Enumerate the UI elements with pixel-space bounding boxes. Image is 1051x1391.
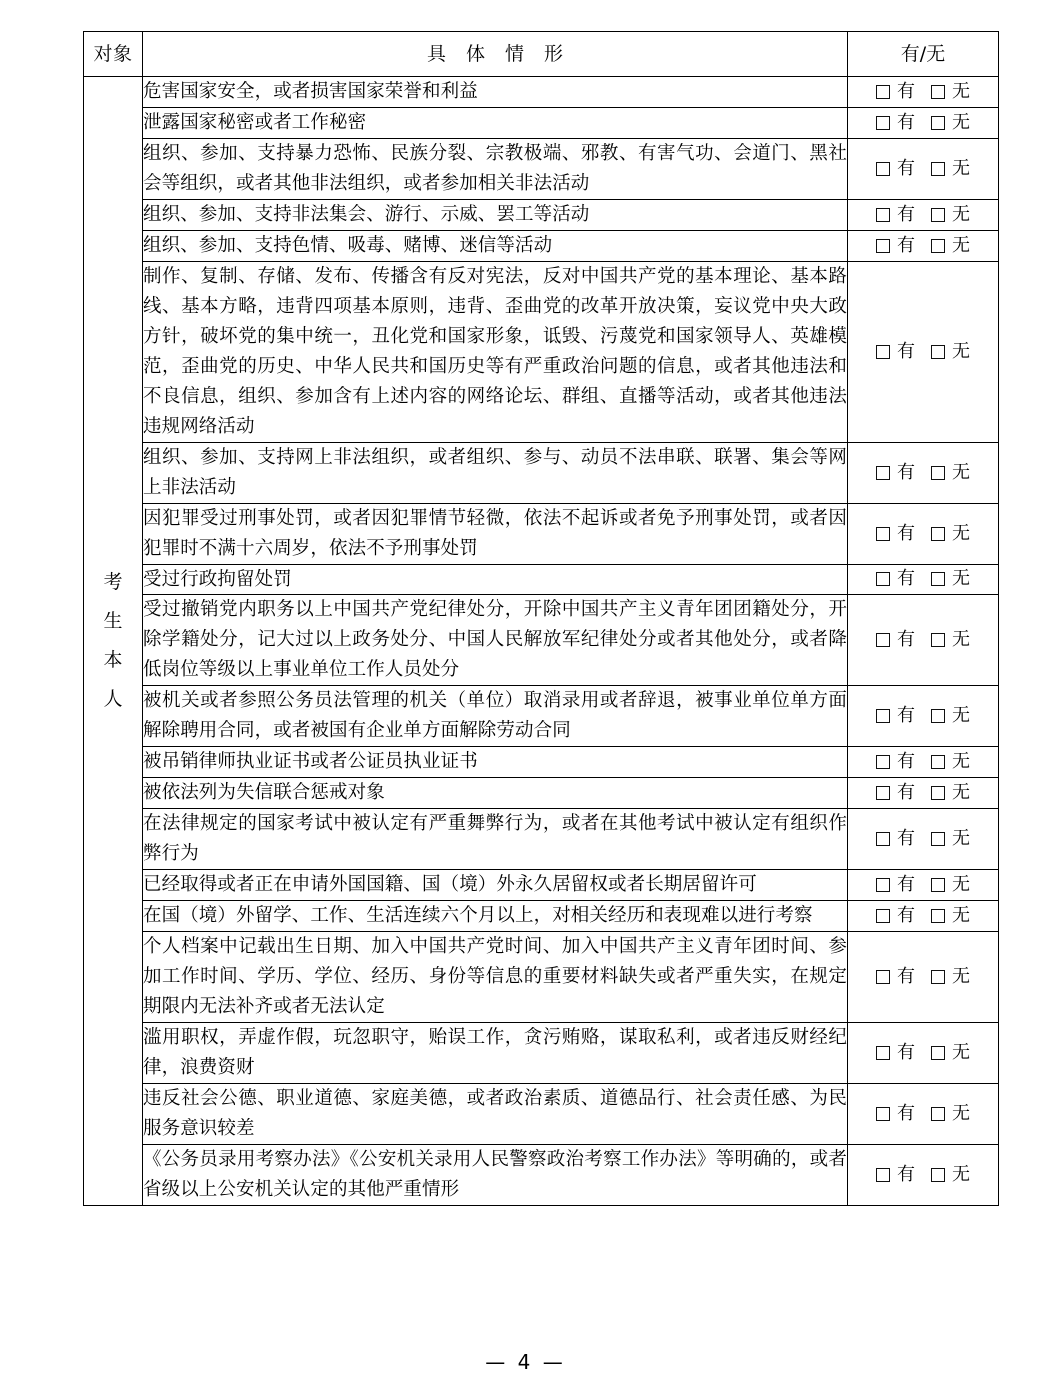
subject-label-char: 生: [103, 609, 123, 632]
detail-cell: 被依法列为失信联合惩戒对象: [143, 778, 848, 809]
table-body: [84, 77, 999, 1206]
option-yes[interactable]: [876, 907, 915, 925]
option-no-label: 无: [952, 751, 970, 773]
option-no-label: 无: [952, 157, 970, 179]
table-header: [84, 32, 999, 77]
option-no[interactable]: [931, 631, 970, 649]
option-no-label: 无: [952, 1163, 970, 1185]
answer-options: [848, 753, 998, 771]
option-yes[interactable]: [876, 707, 915, 725]
checkbox-no-icon[interactable]: [931, 208, 945, 222]
subject-label-char: 本: [103, 648, 123, 671]
answer-cell: [848, 809, 999, 870]
answer-cell: [848, 686, 999, 747]
answer-options: [848, 876, 998, 894]
option-yes[interactable]: [876, 1163, 915, 1185]
detail-cell: 制作、复制、存储、发布、传播含有反对宪法，反对中国共产党的基本理论、基本路线、基本方略，违背四项基本原则，违背、歪曲党的改革开放决策，妄议党中央大政方针，破坏党的集中统一，丑化党和国家形象，诋毁、污蔑党和国家领导人、英雄模范，歪曲党的历史、中华人民共和国历史等有严重政治问题的信息，或者其他违法和不良信息，组织、参加含有上述内容的网络论坛、群组、直播等活动，或者其他违法违规网络活动: [143, 261, 848, 442]
option-no[interactable]: [931, 157, 970, 179]
answer-cell: [848, 564, 999, 595]
answer-cell: [848, 778, 999, 809]
option-no[interactable]: [931, 111, 970, 133]
answer-cell: [848, 901, 999, 932]
answer-options: [848, 1044, 998, 1062]
option-no-label: 无: [952, 111, 970, 133]
table-row: [84, 778, 999, 809]
option-yes[interactable]: [876, 522, 915, 544]
checkbox-no-icon[interactable]: [931, 239, 945, 253]
option-yes[interactable]: [876, 830, 915, 848]
answer-options: [848, 461, 998, 483]
option-yes[interactable]: [876, 753, 915, 771]
checkbox-no-icon[interactable]: [931, 970, 945, 984]
table-header-row: [84, 32, 999, 77]
answer-cell: [848, 503, 999, 564]
checkbox-yes-icon[interactable]: [876, 786, 890, 800]
answer-options: [848, 1102, 998, 1124]
option-no[interactable]: [931, 522, 970, 544]
political-review-form-table: [83, 31, 999, 1206]
detail-cell: 在国（境）外留学、工作、生活连续六个月以上，对相关经历和表现难以进行考察: [143, 901, 848, 932]
column-header-detail: 具 体 情 形: [143, 32, 848, 77]
answer-options: [848, 707, 998, 725]
detail-cell: 受过行政拘留处罚: [143, 564, 848, 595]
checkbox-yes-icon[interactable]: [876, 116, 890, 130]
option-no-label: 无: [952, 234, 970, 256]
checkbox-no-icon[interactable]: [931, 466, 945, 480]
option-no[interactable]: [931, 968, 970, 986]
answer-options: [848, 340, 998, 362]
detail-cell: 泄露国家秘密或者工作秘密: [143, 107, 848, 138]
table-row: [84, 1023, 999, 1084]
checkbox-yes-icon[interactable]: [876, 1168, 890, 1182]
option-yes[interactable]: [876, 461, 915, 483]
checkbox-yes-icon[interactable]: [876, 909, 890, 923]
answer-options: [848, 830, 998, 848]
checkbox-no-icon[interactable]: [931, 786, 945, 800]
option-no[interactable]: [931, 907, 970, 925]
detail-cell: 组织、参加、支持非法集会、游行、示威、罢工等活动: [143, 199, 848, 230]
option-no[interactable]: [931, 461, 970, 483]
answer-cell: [848, 747, 999, 778]
option-no-label: 无: [952, 340, 970, 362]
column-header-answer: 有/无: [848, 32, 999, 77]
option-no[interactable]: [931, 784, 970, 802]
detail-cell: 违反社会公德、职业道德、家庭美德，或者政治素质、道德品行、社会责任感、为民服务意识较差: [143, 1083, 848, 1144]
answer-cell: [848, 870, 999, 901]
detail-cell: 已经取得或者正在申请外国国籍、国（境）外永久居留权或者长期居留许可: [143, 870, 848, 901]
checkbox-yes-icon[interactable]: [876, 832, 890, 846]
option-yes[interactable]: [876, 203, 915, 225]
option-no[interactable]: [931, 1102, 970, 1124]
checkbox-no-icon[interactable]: [931, 116, 945, 130]
option-yes-label: 有: [897, 522, 915, 544]
option-yes-label: 有: [897, 80, 915, 102]
option-no-label: 无: [952, 629, 970, 651]
detail-cell: 被机关或者参照公务员法管理的机关（单位）取消录用或者辞退，被事业单位单方面解除聘用合同，或者被国有企业单方面解除劳动合同: [143, 686, 848, 747]
checkbox-yes-icon[interactable]: [876, 572, 890, 586]
option-no-label: 无: [952, 874, 970, 896]
option-no-label: 无: [952, 80, 970, 102]
option-no[interactable]: [931, 1044, 970, 1062]
answer-options: [848, 111, 998, 133]
option-no[interactable]: [931, 234, 970, 256]
answer-cell: [848, 107, 999, 138]
checkbox-no-icon[interactable]: [931, 85, 945, 99]
answer-cell: [848, 1023, 999, 1084]
detail-cell: 个人档案中记载出生日期、加入中国共产党时间、加入中国共产主义青年团时间、参加工作时间、学历、学位、经历、身份等信息的重要材料缺失或者严重失实，在规定期限内无法补齐或者无法认定: [143, 932, 848, 1023]
table-row: [84, 442, 999, 503]
answer-cell: [848, 442, 999, 503]
option-yes-label: 有: [897, 340, 915, 362]
checkbox-no-icon[interactable]: [931, 755, 945, 769]
answer-cell: [848, 230, 999, 261]
option-no[interactable]: [931, 830, 970, 848]
answer-options: [848, 968, 998, 986]
option-no[interactable]: [931, 203, 970, 225]
checkbox-no-icon[interactable]: [931, 1107, 945, 1121]
option-yes[interactable]: [876, 631, 915, 649]
table-row: [84, 1083, 999, 1144]
option-yes[interactable]: [876, 1102, 915, 1124]
detail-cell: 因犯罪受过刑事处罚，或者因犯罪情节轻微，依法不起诉或者免予刑事处罚，或者因犯罪时不满十六周岁，依法不予刑事处罚: [143, 503, 848, 564]
table-row: [84, 809, 999, 870]
detail-cell: 在法律规定的国家考试中被认定有严重舞弊行为，或者在其他考试中被认定有组织作弊行为: [143, 809, 848, 870]
answer-options: [848, 80, 998, 102]
answer-options: [848, 570, 998, 588]
checkbox-yes-icon[interactable]: [876, 1046, 890, 1060]
option-yes-label: 有: [897, 874, 915, 896]
checkbox-yes-icon[interactable]: [876, 466, 890, 480]
checkbox-yes-icon[interactable]: [876, 162, 890, 176]
option-yes-label: 有: [897, 629, 915, 651]
answer-cell: [848, 138, 999, 199]
checkbox-no-icon[interactable]: [931, 1168, 945, 1182]
option-yes-label: 有: [897, 234, 915, 256]
answer-options: [848, 157, 998, 179]
option-yes[interactable]: [876, 784, 915, 802]
table-row: [84, 901, 999, 932]
checkbox-no-icon[interactable]: [931, 345, 945, 359]
detail-cell: 《公务员录用考察办法》《公安机关录用人民警察政治考察工作办法》等明确的，或者省级以上公安机关认定的其他严重情形: [143, 1144, 848, 1205]
option-yes-label: 有: [897, 1042, 915, 1063]
subject-label-char: 考: [103, 570, 123, 593]
option-yes[interactable]: [876, 111, 915, 133]
subject-cell: [84, 77, 143, 1206]
detail-cell: 组织、参加、支持色情、吸毒、赌博、迷信等活动: [143, 230, 848, 261]
answer-options: [848, 203, 998, 225]
option-no-label: 无: [952, 782, 970, 804]
option-yes[interactable]: [876, 157, 915, 179]
table-row: [84, 564, 999, 595]
checkbox-yes-icon[interactable]: [876, 709, 890, 723]
checkbox-no-icon[interactable]: [931, 1046, 945, 1060]
detail-cell: 滥用职权，弄虚作假，玩忽职守，贻误工作，贪污贿赂，谋取私利，或者违反财经纪律，浪费资财: [143, 1023, 848, 1084]
answer-options: [848, 784, 998, 802]
answer-options: [848, 1163, 998, 1185]
checkbox-yes-icon[interactable]: [876, 878, 890, 892]
table-row: [84, 595, 999, 686]
option-yes-label: 有: [897, 1102, 915, 1124]
option-no[interactable]: [931, 707, 970, 725]
option-yes-label: 有: [897, 111, 915, 133]
checkbox-yes-icon[interactable]: [876, 1107, 890, 1121]
answer-options: [848, 234, 998, 256]
option-yes-label: 有: [897, 782, 915, 804]
option-yes-label: 有: [897, 157, 915, 179]
checkbox-yes-icon[interactable]: [876, 208, 890, 222]
table-row: [84, 503, 999, 564]
option-yes-label: 有: [897, 828, 915, 850]
answer-options: [848, 631, 998, 649]
detail-cell: 危害国家安全，或者损害国家荣誉和利益: [143, 77, 848, 108]
table-row: [84, 686, 999, 747]
table-row: [84, 870, 999, 901]
table-row: [84, 747, 999, 778]
table-row: [84, 230, 999, 261]
table-row: [84, 77, 999, 108]
detail-cell: 组织、参加、支持暴力恐怖、民族分裂、宗教极端、邪教、有害气功、会道门、黑社会等组织，或者其他非法组织，或者参加相关非法活动: [143, 138, 848, 199]
checkbox-no-icon[interactable]: [931, 633, 945, 647]
checkbox-no-icon[interactable]: [931, 709, 945, 723]
checkbox-no-icon[interactable]: [931, 527, 945, 541]
answer-cell: [848, 595, 999, 686]
option-yes-label: 有: [897, 905, 915, 927]
option-no[interactable]: [931, 80, 970, 102]
table-row: [84, 261, 999, 442]
option-no-label: 无: [952, 461, 970, 483]
option-no-label: 无: [952, 1102, 970, 1124]
subject-label-vertical: [84, 563, 142, 719]
table-row: [84, 1144, 999, 1205]
table-row: [84, 107, 999, 138]
option-no[interactable]: [931, 876, 970, 894]
option-yes-label: 有: [897, 966, 915, 988]
option-yes-label: 有: [897, 1163, 915, 1185]
option-no-label: 无: [952, 705, 970, 727]
checkbox-yes-icon[interactable]: [876, 970, 890, 984]
checkbox-no-icon[interactable]: [931, 832, 945, 846]
option-no-label: 无: [952, 203, 970, 225]
page-number: — 4 —: [485, 1350, 566, 1374]
option-no[interactable]: [931, 1163, 970, 1185]
option-no-label: 无: [952, 966, 970, 988]
answer-cell: [848, 199, 999, 230]
answer-options: [848, 907, 998, 925]
checkbox-no-icon[interactable]: [931, 878, 945, 892]
answer-cell: [848, 1083, 999, 1144]
checkbox-yes-icon[interactable]: [876, 85, 890, 99]
table-row: [84, 932, 999, 1023]
checkbox-yes-icon[interactable]: [876, 345, 890, 359]
option-yes[interactable]: [876, 234, 915, 256]
answer-options: [848, 522, 998, 544]
option-no-label: 无: [952, 1042, 970, 1063]
option-yes-label: 有: [897, 751, 915, 773]
option-no[interactable]: [931, 753, 970, 771]
option-yes-label: 有: [897, 705, 915, 727]
answer-cell: [848, 261, 999, 442]
option-yes[interactable]: [876, 80, 915, 102]
option-yes[interactable]: [876, 340, 915, 362]
detail-cell: 组织、参加、支持网上非法组织，或者组织、参与、动员不法串联、联署、集会等网上非法活动: [143, 442, 848, 503]
table-row: [84, 199, 999, 230]
detail-cell: 被吊销律师执业证书或者公证员执业证书: [143, 747, 848, 778]
answer-cell: [848, 77, 999, 108]
option-yes[interactable]: [876, 876, 915, 894]
checkbox-yes-icon[interactable]: [876, 527, 890, 541]
option-yes[interactable]: [876, 968, 915, 986]
answer-cell: [848, 1144, 999, 1205]
option-yes[interactable]: [876, 570, 915, 588]
option-yes-label: 有: [897, 568, 915, 590]
detail-cell: 受过撤销党内职务以上中国共产党纪律处分，开除中国共产主义青年团团籍处分，开除学籍处分，记大过以上政务处分、中国人民解放军纪律处分或者其他处分，或者降低岗位等级以上事业单位工作人员处分: [143, 595, 848, 686]
checkbox-no-icon[interactable]: [931, 572, 945, 586]
answer-cell: [848, 932, 999, 1023]
checkbox-yes-icon[interactable]: [876, 755, 890, 769]
option-no-label: 无: [952, 905, 970, 927]
table-row: [84, 138, 999, 199]
option-no-label: 无: [952, 568, 970, 590]
option-no-label: 无: [952, 828, 970, 850]
option-yes-label: 有: [897, 203, 915, 225]
checkbox-no-icon[interactable]: [931, 162, 945, 176]
checkbox-no-icon[interactable]: [931, 909, 945, 923]
column-header-subject: 对象: [84, 32, 143, 77]
option-no-label: 无: [952, 522, 970, 544]
checkbox-yes-icon[interactable]: [876, 239, 890, 253]
option-yes[interactable]: [876, 1044, 915, 1062]
checkbox-yes-icon[interactable]: [876, 633, 890, 647]
subject-label-char: 人: [103, 687, 123, 710]
option-no[interactable]: [931, 570, 970, 588]
option-no[interactable]: [931, 340, 970, 362]
option-yes-label: 有: [897, 461, 915, 483]
